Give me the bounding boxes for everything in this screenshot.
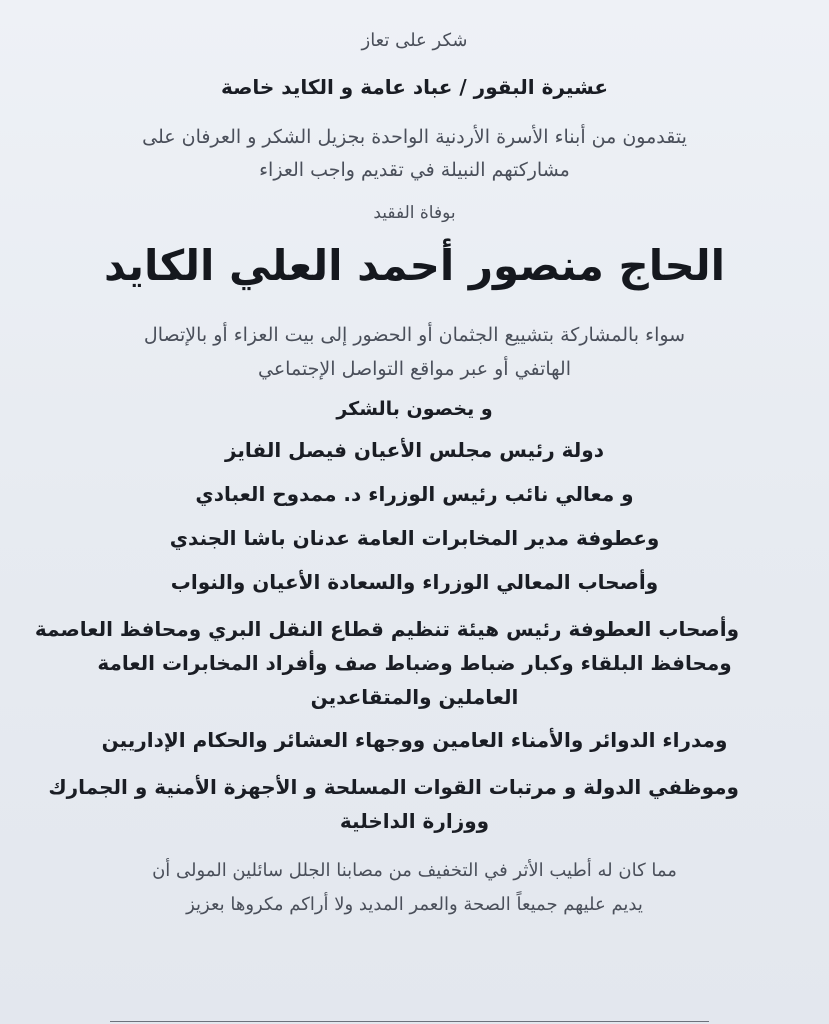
thanks-item-line: ووزارة الداخلية [339, 809, 490, 833]
death-of-label: بوفاة الفقيد [373, 203, 456, 223]
closing-paragraph [90, 854, 739, 922]
closing-line: مما كان له أطيب الأثر في التخفيف من مصابنا الجلل سائلين المولى أن [152, 860, 677, 881]
thanks-item: دولة رئيس مجلس الأعيان فيصل الفايز [224, 438, 605, 462]
thanks-list [34, 438, 739, 838]
special-thanks-label: و يخصون بالشكر [336, 398, 493, 420]
participation-line: سواء بالمشاركة بتشييع الجثمان أو الحضور إلى بيت العزاء أو بالإتصال [143, 324, 686, 346]
thanks-item [34, 612, 739, 714]
intro-line: مشاركتهم النبيلة في تقديم واجب العزاء [259, 159, 570, 181]
family-line: عشيرة البقور / عباد عامة و الكايد خاصة [220, 75, 609, 99]
thanks-item-line: وموظفي الدولة و مرتبات القوات المسلحة و الأجهزة الأمنية و الجمارك [48, 775, 739, 799]
thanks-item: و معالي نائب رئيس الوزراء د. ممدوح العبادي [195, 482, 634, 506]
thanks-item: وعطوفة مدير المخابرات العامة عدنان باشا الجندي [169, 526, 660, 550]
closing-line: يديم عليهم جميعاً الصحة والعمر المديد ولا أراكم مكروها بعزيز [186, 894, 643, 915]
thanks-item-line: العاملين والمتقاعدين [310, 685, 519, 709]
thanks-item [48, 770, 739, 838]
footer-rule [110, 1021, 709, 1022]
deceased-name: الحاج منصور أحمد العلي الكايد [104, 241, 725, 290]
participation-paragraph [90, 318, 739, 386]
thanks-item-line: وأصحاب العطوفة رئيس هيئة تنظيم قطاع النقل البري ومحافظ العاصمة [34, 617, 739, 641]
intro-paragraph [90, 121, 739, 187]
participation-line: الهاتفي أو عبر مواقع التواصل الإجتماعي [258, 358, 571, 380]
thanks-item-line: ومحافظ البلقاء وكبار ضباط وضباط صف وأفراد المخابرات العامة [97, 651, 732, 675]
intro-line: يتقدمون من أبناء الأسرة الأردنية الواحدة بجزيل الشكر و العرفان على [142, 126, 687, 148]
thanks-item: وأصحاب المعالي الوزراء والسعادة الأعيان والنواب [170, 570, 659, 594]
thanks-item: ومدراء الدوائر والأمناء العامين ووجهاء العشائر والحكام الإداريين [101, 728, 728, 752]
notice-heading: شكر على تعاز [361, 30, 468, 51]
